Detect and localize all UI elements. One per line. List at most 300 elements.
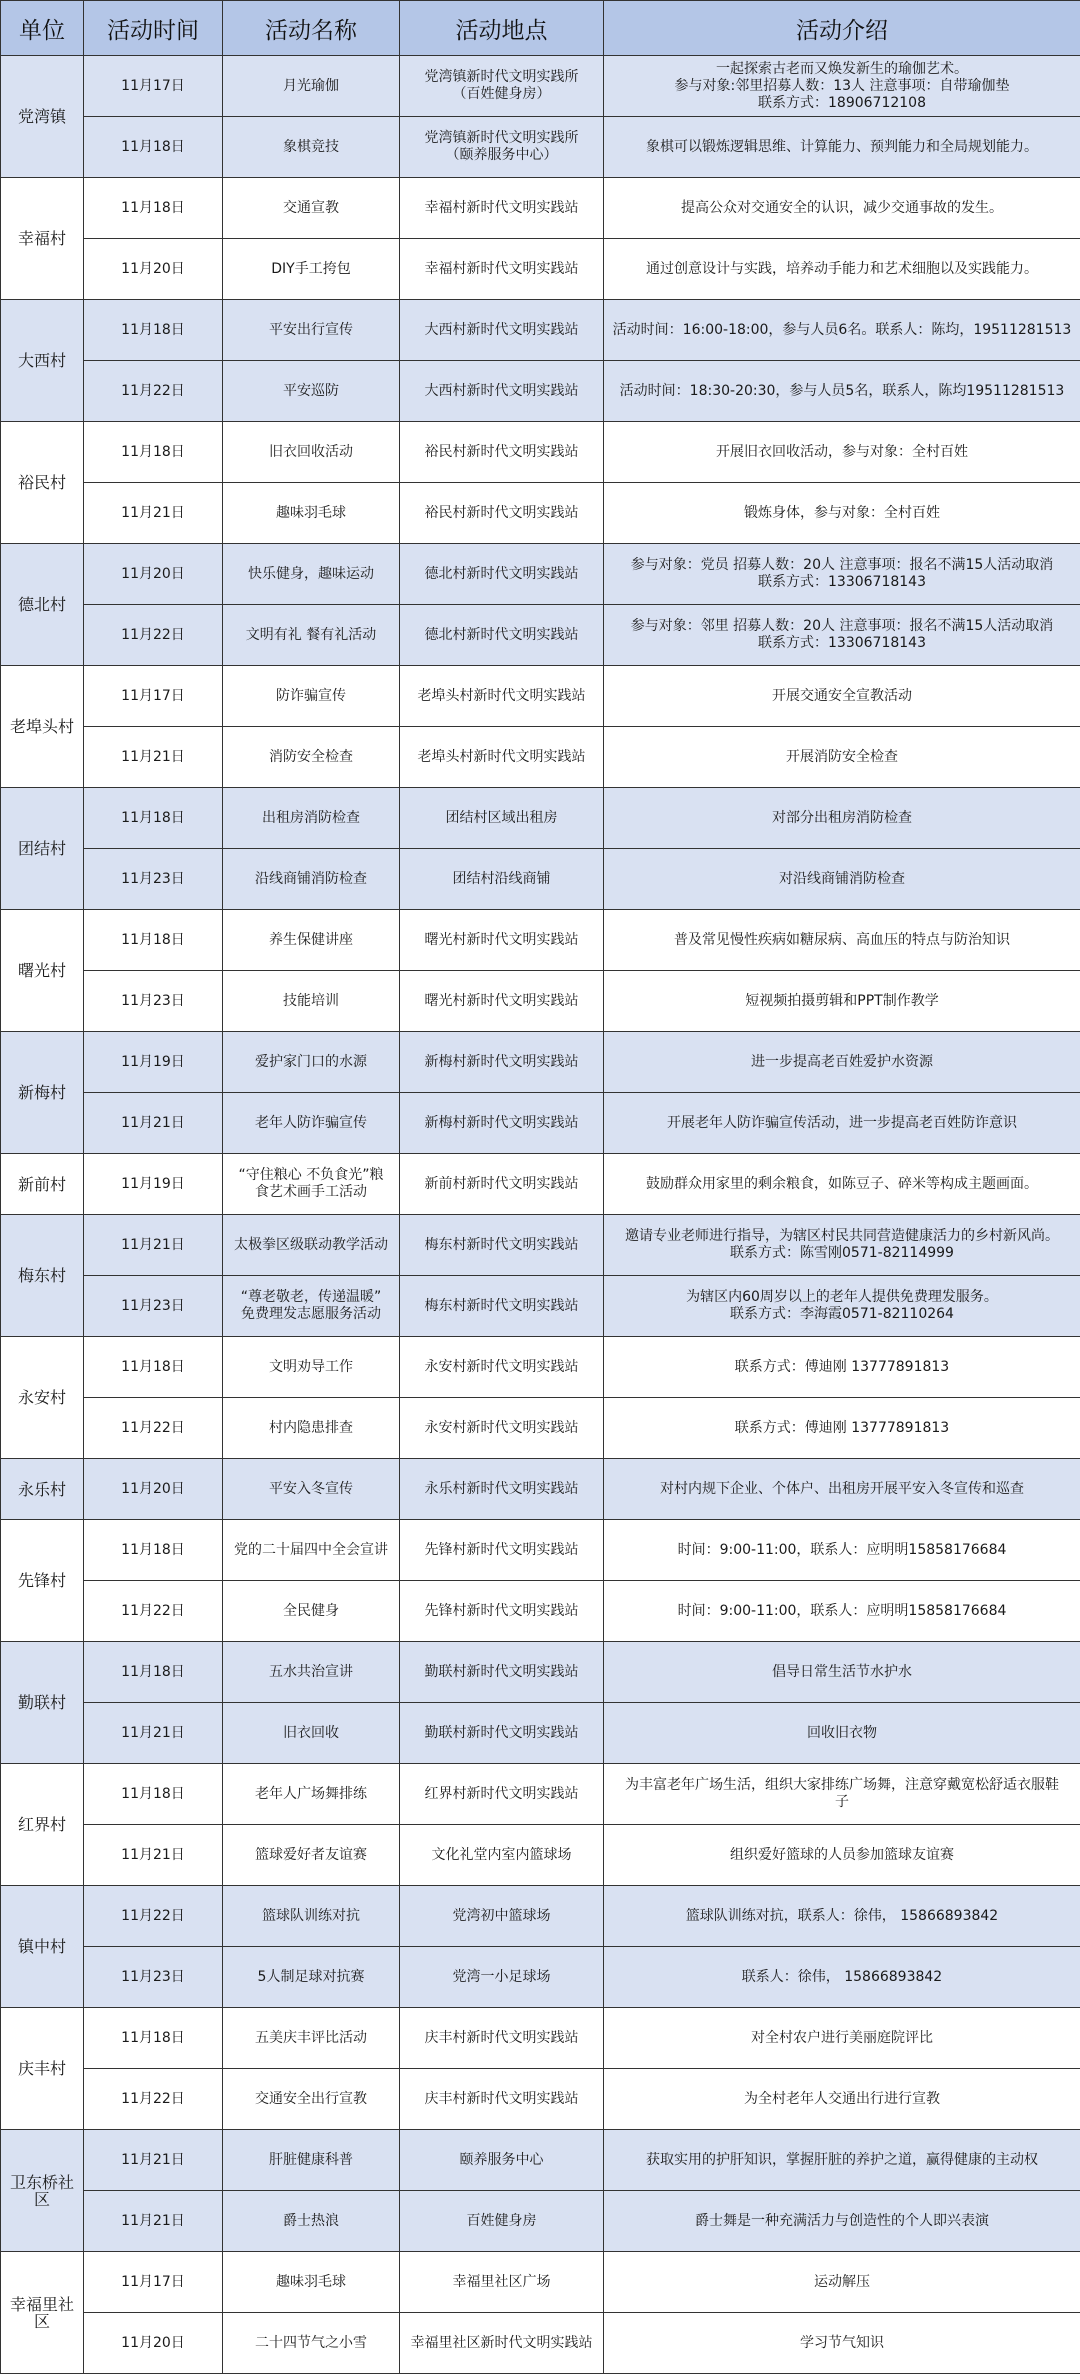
intro-cell bbox=[604, 2008, 1080, 2069]
intro-cell bbox=[604, 1398, 1080, 1459]
location-cell-line: 党湾镇新时代文明实践所 bbox=[424, 69, 579, 85]
location-cell-line: 文化礼堂内室内篮球场 bbox=[431, 1846, 572, 1863]
date-cell: 11月19日 bbox=[84, 1032, 223, 1093]
location-cell-line: 永乐村新时代文明实践站 bbox=[424, 1480, 579, 1497]
activity-cell bbox=[223, 56, 400, 117]
intro-cell-line: 参与对象：党员 招募人数：20人 注意事项：报名不满15人活动取消 bbox=[630, 557, 1054, 573]
date-cell: 11月18日 bbox=[84, 1764, 223, 1825]
activity-cell bbox=[223, 2130, 400, 2191]
date-cell: 11月21日 bbox=[84, 1825, 223, 1886]
location-cell-line: 德北村新时代文明实践站 bbox=[424, 565, 579, 582]
unit-cell: 党湾镇 bbox=[1, 56, 84, 178]
table-row bbox=[1, 1825, 1080, 1886]
intro-cell-line: 参与对象:邻里招募人数：13人 注意事项：自带瑜伽垫 bbox=[674, 77, 1010, 94]
activity-cell-line: 趣味羽毛球 bbox=[276, 2273, 346, 2290]
activity-cell-line: 平安巡防 bbox=[283, 382, 339, 399]
activity-cell-line: 爵士热浪 bbox=[283, 2212, 339, 2229]
intro-cell-line: 提高公众对交通安全的认识，减少交通事故的发生。 bbox=[681, 199, 1003, 216]
activity-cell bbox=[223, 1337, 400, 1398]
intro-cell-line: 联系方式：13306718143 bbox=[758, 635, 926, 651]
location-cell-line: 曙光村新时代文明实践站 bbox=[424, 992, 579, 1009]
intro-cell-line: 活动时间：16:00-18:00，参与人员6名。联系人：陈均，19511281513 bbox=[612, 321, 1072, 338]
date-cell: 11月22日 bbox=[84, 605, 223, 666]
location-cell-line: 团结村区域出租房 bbox=[445, 809, 558, 826]
intro-cell-line: 对全村农户进行美丽庭院评比 bbox=[751, 2029, 933, 2046]
table-row bbox=[1, 178, 1080, 239]
location-cell-line: 红界村新时代文明实践站 bbox=[424, 1785, 579, 1802]
location-cell bbox=[400, 1398, 604, 1459]
location-cell-line: 先锋村新时代文明实践站 bbox=[424, 1541, 579, 1558]
activity-cell-line: 交通宣教 bbox=[283, 199, 339, 216]
location-cell-line: 勤联村新时代文明实践站 bbox=[424, 1663, 579, 1680]
intro-cell bbox=[604, 2252, 1080, 2313]
table-row bbox=[1, 1764, 1080, 1825]
table-row bbox=[1, 849, 1080, 910]
activity-cell bbox=[223, 1642, 400, 1703]
intro-cell-line: 联系方式：傅迪刚 13777891813 bbox=[734, 1358, 950, 1375]
table-row bbox=[1, 1886, 1080, 1947]
intro-cell-line: 对沿线商铺消防检查 bbox=[779, 870, 905, 887]
table-row bbox=[1, 1520, 1080, 1581]
date-cell: 11月21日 bbox=[84, 2191, 223, 2252]
activity-cell bbox=[223, 1032, 400, 1093]
table-body bbox=[1, 56, 1080, 2374]
intro-cell-line: 运动解压 bbox=[814, 2273, 870, 2290]
location-cell bbox=[400, 971, 604, 1032]
date-cell: 11月22日 bbox=[84, 361, 223, 422]
table-row bbox=[1, 1398, 1080, 1459]
activity-cell-line: 免费理发志愿服务活动 bbox=[241, 1306, 381, 1322]
location-cell-line: 幸福里社区广场 bbox=[452, 2273, 551, 2290]
unit-cell: 永乐村 bbox=[1, 1459, 84, 1520]
unit-cell: 卫东桥社区 bbox=[1, 2130, 84, 2252]
intro-cell bbox=[604, 544, 1080, 605]
table-row bbox=[1, 1581, 1080, 1642]
location-cell bbox=[400, 1764, 604, 1825]
unit-cell: 镇中村 bbox=[1, 1886, 84, 2008]
unit-cell: 梅东村 bbox=[1, 1215, 84, 1337]
unit-cell: 团结村 bbox=[1, 788, 84, 910]
intro-cell-line: 象棋可以锻炼逻辑思维、计算能力、预判能力和全局规划能力。 bbox=[646, 138, 1038, 155]
intro-cell bbox=[604, 1215, 1080, 1276]
intro-cell-line: 时间：9:00-11:00，联系人：应明明15858176684 bbox=[677, 1602, 1007, 1619]
location-cell-line: （颐养服务中心） bbox=[445, 147, 558, 163]
date-cell: 11月18日 bbox=[84, 910, 223, 971]
location-cell bbox=[400, 1093, 604, 1154]
date-cell: 11月20日 bbox=[84, 2313, 223, 2374]
activity-cell bbox=[223, 971, 400, 1032]
table-row bbox=[1, 300, 1080, 361]
location-cell-line: 大西村新时代文明实践站 bbox=[424, 321, 579, 338]
location-cell-line: 梅东村新时代文明实践站 bbox=[424, 1236, 579, 1253]
intro-cell-line: 联系人：徐伟， 15866893842 bbox=[741, 1968, 943, 1985]
activity-cell-line: 爱护家门口的水源 bbox=[255, 1053, 367, 1070]
table-row bbox=[1, 2313, 1080, 2374]
activity-cell-line: 趣味羽毛球 bbox=[276, 504, 346, 521]
table-row bbox=[1, 1032, 1080, 1093]
activity-cell-line: 肝脏健康科普 bbox=[269, 2151, 353, 2168]
activity-cell-line: 月光瑜伽 bbox=[283, 77, 339, 94]
date-cell: 11月21日 bbox=[84, 2130, 223, 2191]
intro-cell bbox=[604, 1154, 1080, 1215]
table-row bbox=[1, 605, 1080, 666]
activity-cell-line: 篮球队训练对抗 bbox=[262, 1907, 360, 1924]
activity-cell-line: 沿线商铺消防检查 bbox=[255, 870, 367, 887]
location-cell-line: 庆丰村新时代文明实践站 bbox=[424, 2090, 579, 2107]
location-cell-line: 团结村沿线商铺 bbox=[452, 870, 551, 887]
location-cell-line: 百姓健身房 bbox=[466, 2212, 537, 2229]
location-cell bbox=[400, 1825, 604, 1886]
table-row bbox=[1, 2008, 1080, 2069]
intro-cell-line: 学习节气知识 bbox=[800, 2334, 884, 2351]
table-row bbox=[1, 1642, 1080, 1703]
activity-cell bbox=[223, 910, 400, 971]
intro-cell bbox=[604, 239, 1080, 300]
activity-cell-line: 食艺术画手工活动 bbox=[255, 1184, 367, 1200]
activity-cell-line: 平安出行宣传 bbox=[269, 321, 353, 338]
intro-cell bbox=[604, 910, 1080, 971]
unit-cell: 新梅村 bbox=[1, 1032, 84, 1154]
activity-cell bbox=[223, 361, 400, 422]
activity-cell-line: 养生保健讲座 bbox=[269, 931, 353, 948]
activity-cell-line: 老年人防诈骗宣传 bbox=[255, 1114, 367, 1131]
intro-cell-line: 回收旧衣物 bbox=[807, 1724, 877, 1741]
activity-cell bbox=[223, 2191, 400, 2252]
activity-cell bbox=[223, 483, 400, 544]
activity-cell bbox=[223, 117, 400, 178]
activity-cell-line: 太极拳区级联动教学活动 bbox=[234, 1236, 388, 1253]
location-cell bbox=[400, 666, 604, 727]
unit-cell: 先锋村 bbox=[1, 1520, 84, 1642]
intro-cell bbox=[604, 2191, 1080, 2252]
table-row bbox=[1, 1947, 1080, 2008]
location-cell bbox=[400, 361, 604, 422]
activity-cell bbox=[223, 1154, 400, 1215]
intro-cell bbox=[604, 849, 1080, 910]
header-activity: 活动名称 bbox=[223, 1, 400, 56]
location-cell-line: 梅东村新时代文明实践站 bbox=[424, 1297, 579, 1314]
location-cell bbox=[400, 1276, 604, 1337]
activity-cell bbox=[223, 544, 400, 605]
date-cell: 11月18日 bbox=[84, 117, 223, 178]
table-row bbox=[1, 117, 1080, 178]
intro-cell bbox=[604, 727, 1080, 788]
activity-cell-line: 象棋竞技 bbox=[283, 138, 339, 155]
intro-cell-line: 邀请专业老师进行指导，为辖区村民共同营造健康活力的乡村新风尚。 bbox=[625, 1228, 1059, 1244]
date-cell: 11月18日 bbox=[84, 1337, 223, 1398]
intro-cell-line: 为丰富老年广场生活，组织大家排练广场舞，注意穿戴宽松舒适衣服鞋 bbox=[625, 1777, 1059, 1793]
date-cell: 11月22日 bbox=[84, 2069, 223, 2130]
activity-cell-line: 防诈骗宣传 bbox=[276, 687, 346, 704]
intro-cell-line: 参与对象：邻里 招募人数：20人 注意事项：报名不满15人活动取消 bbox=[630, 618, 1054, 634]
table-row bbox=[1, 239, 1080, 300]
activity-cell-line: 五美庆丰评比活动 bbox=[255, 2029, 367, 2046]
intro-cell-line: 开展消防安全检查 bbox=[786, 748, 898, 765]
intro-cell bbox=[604, 483, 1080, 544]
activity-cell-line: 交通安全出行宣教 bbox=[255, 2090, 367, 2107]
date-cell: 11月22日 bbox=[84, 1581, 223, 1642]
date-cell: 11月21日 bbox=[84, 483, 223, 544]
intro-cell bbox=[604, 117, 1080, 178]
intro-cell bbox=[604, 666, 1080, 727]
date-cell: 11月18日 bbox=[84, 1520, 223, 1581]
location-cell bbox=[400, 239, 604, 300]
location-cell-line: 大西村新时代文明实践站 bbox=[424, 382, 579, 399]
date-cell: 11月17日 bbox=[84, 2252, 223, 2313]
activity-cell bbox=[223, 1276, 400, 1337]
table-row bbox=[1, 971, 1080, 1032]
activity-cell bbox=[223, 2069, 400, 2130]
activity-cell-line: 出租房消防检查 bbox=[262, 809, 360, 826]
table-row bbox=[1, 727, 1080, 788]
location-cell bbox=[400, 422, 604, 483]
location-cell-line: 幸福村新时代文明实践站 bbox=[424, 199, 579, 216]
date-cell: 11月23日 bbox=[84, 849, 223, 910]
location-cell-line: 曙光村新时代文明实践站 bbox=[424, 931, 579, 948]
location-cell bbox=[400, 1215, 604, 1276]
intro-cell-line: 获取实用的护肝知识，掌握肝脏的养护之道，赢得健康的主动权 bbox=[646, 2151, 1038, 2168]
intro-cell-line: 联系方式：陈雪刚0571-82114999 bbox=[730, 1245, 954, 1261]
table-row bbox=[1, 910, 1080, 971]
location-cell bbox=[400, 1947, 604, 2008]
intro-cell bbox=[604, 1703, 1080, 1764]
location-cell-line: 党湾初中篮球场 bbox=[452, 1907, 551, 1924]
activity-cell bbox=[223, 605, 400, 666]
unit-cell: 勤联村 bbox=[1, 1642, 84, 1764]
intro-cell-line: 为全村老年人交通出行进行宣教 bbox=[744, 2090, 940, 2107]
intro-cell-line: 组织爱好篮球的人员参加篮球友谊赛 bbox=[730, 1846, 954, 1863]
unit-cell: 老埠头村 bbox=[1, 666, 84, 788]
activity-cell bbox=[223, 1520, 400, 1581]
header-intro: 活动介绍 bbox=[604, 1, 1080, 56]
intro-cell bbox=[604, 605, 1080, 666]
activity-cell-line: 村内隐患排查 bbox=[269, 1419, 353, 1436]
date-cell: 11月20日 bbox=[84, 544, 223, 605]
table-row bbox=[1, 2130, 1080, 2191]
activity-cell bbox=[223, 1398, 400, 1459]
intro-cell-line: 开展交通安全宣教活动 bbox=[772, 687, 912, 704]
intro-cell bbox=[604, 1093, 1080, 1154]
intro-cell bbox=[604, 300, 1080, 361]
activity-cell bbox=[223, 239, 400, 300]
activity-cell-line: 五水共治宣讲 bbox=[269, 1663, 353, 1680]
activity-cell-line: 全民健身 bbox=[283, 1602, 339, 1619]
activity-cell bbox=[223, 1886, 400, 1947]
location-cell-line: 永安村新时代文明实践站 bbox=[424, 1419, 579, 1436]
location-cell-line: （百姓健身房） bbox=[452, 86, 551, 102]
intro-cell-line: 活动时间：18:30-20:30，参与人员5名，联系人，陈均19511281513 bbox=[619, 382, 1065, 399]
activity-cell-line: 二十四节气之小雪 bbox=[255, 2334, 367, 2351]
location-cell-line: 新梅村新时代文明实践站 bbox=[424, 1053, 579, 1070]
location-cell-line: 裕民村新时代文明实践站 bbox=[424, 504, 579, 521]
intro-cell bbox=[604, 1886, 1080, 1947]
intro-cell-line: 进一步提高老百姓爱护水资源 bbox=[751, 1053, 933, 1070]
table-row bbox=[1, 1093, 1080, 1154]
location-cell bbox=[400, 2069, 604, 2130]
intro-cell-line: 时间：9:00-11:00，联系人：应明明15858176684 bbox=[677, 1541, 1007, 1558]
date-cell: 11月21日 bbox=[84, 1215, 223, 1276]
location-cell bbox=[400, 1886, 604, 1947]
intro-cell-line: 联系方式：傅迪刚 13777891813 bbox=[734, 1419, 950, 1436]
intro-cell bbox=[604, 1825, 1080, 1886]
activity-cell-line: 党的二十届四中全会宣讲 bbox=[234, 1541, 388, 1558]
intro-cell bbox=[604, 788, 1080, 849]
header-location: 活动地点 bbox=[400, 1, 604, 56]
date-cell: 11月18日 bbox=[84, 1642, 223, 1703]
intro-cell bbox=[604, 1581, 1080, 1642]
activity-cell bbox=[223, 1947, 400, 2008]
date-cell: 11月18日 bbox=[84, 300, 223, 361]
table-row bbox=[1, 2191, 1080, 2252]
location-cell bbox=[400, 2008, 604, 2069]
table-row bbox=[1, 2252, 1080, 2313]
unit-cell: 红界村 bbox=[1, 1764, 84, 1886]
location-cell bbox=[400, 1459, 604, 1520]
header-unit: 单位 bbox=[1, 1, 84, 56]
location-cell bbox=[400, 2252, 604, 2313]
location-cell-line: 新梅村新时代文明实践站 bbox=[424, 1114, 579, 1131]
location-cell-line: 颐养服务中心 bbox=[459, 2151, 544, 2168]
location-cell-line: 先锋村新时代文明实践站 bbox=[424, 1602, 579, 1619]
intro-cell-line: 为辖区内60周岁以上的老年人提供免费理发服务。 bbox=[686, 1289, 998, 1305]
intro-cell bbox=[604, 1947, 1080, 2008]
location-cell bbox=[400, 2191, 604, 2252]
date-cell: 11月18日 bbox=[84, 788, 223, 849]
activity-cell bbox=[223, 300, 400, 361]
intro-cell-line: 锻炼身体，参与对象：全村百姓 bbox=[744, 504, 940, 521]
location-cell-line: 永安村新时代文明实践站 bbox=[424, 1358, 579, 1375]
unit-cell: 幸福村 bbox=[1, 178, 84, 300]
location-cell bbox=[400, 117, 604, 178]
location-cell bbox=[400, 483, 604, 544]
unit-cell: 曙光村 bbox=[1, 910, 84, 1032]
activity-cell-line: “守住粮心 不负食光”粮 bbox=[238, 1167, 384, 1183]
location-cell bbox=[400, 788, 604, 849]
intro-cell bbox=[604, 2130, 1080, 2191]
location-cell bbox=[400, 849, 604, 910]
activity-cell bbox=[223, 666, 400, 727]
activity-cell bbox=[223, 178, 400, 239]
activity-cell-line: 5人制足球对抗赛 bbox=[257, 1968, 365, 1985]
intro-cell bbox=[604, 361, 1080, 422]
activity-cell-line: DIY手工挎包 bbox=[271, 260, 351, 277]
intro-cell-line: 篮球队训练对抗，联系人：徐伟， 15866893842 bbox=[685, 1907, 999, 1924]
activity-cell-line: 旧衣回收 bbox=[283, 1724, 339, 1741]
header-date: 活动时间 bbox=[84, 1, 223, 56]
table-row bbox=[1, 1337, 1080, 1398]
date-cell: 11月20日 bbox=[84, 1459, 223, 1520]
location-cell-line: 勤联村新时代文明实践站 bbox=[424, 1724, 579, 1741]
activity-cell-line: 老年人广场舞排练 bbox=[255, 1785, 367, 1802]
date-cell: 11月22日 bbox=[84, 1398, 223, 1459]
table-row bbox=[1, 1276, 1080, 1337]
intro-cell bbox=[604, 422, 1080, 483]
location-cell-line: 党湾镇新时代文明实践所 bbox=[424, 130, 579, 146]
location-cell bbox=[400, 1032, 604, 1093]
intro-cell-line: 联系方式：李海霞0571-82110264 bbox=[730, 1306, 954, 1322]
location-cell-line: 老埠头村新时代文明实践站 bbox=[417, 687, 586, 704]
location-cell-line: 幸福村新时代文明实践站 bbox=[424, 260, 579, 277]
activity-cell bbox=[223, 727, 400, 788]
intro-cell bbox=[604, 1276, 1080, 1337]
table-row bbox=[1, 1703, 1080, 1764]
intro-cell-line: 短视频拍摄剪辑和PPT制作教学 bbox=[745, 992, 939, 1009]
activity-cell bbox=[223, 1093, 400, 1154]
intro-cell-line: 一起探索古老而又焕发新生的瑜伽艺术。 bbox=[716, 60, 968, 77]
intro-cell-line: 联系方式：13306718143 bbox=[758, 574, 926, 590]
intro-cell bbox=[604, 1520, 1080, 1581]
location-cell-line: 党湾一小足球场 bbox=[452, 1968, 551, 1985]
intro-cell-line: 鼓励群众用家里的剩余粮食，如陈豆子、碎米等构成主题画面。 bbox=[646, 1175, 1038, 1192]
unit-cell: 幸福里社区 bbox=[1, 2252, 84, 2374]
date-cell: 11月23日 bbox=[84, 1947, 223, 2008]
intro-cell-line: 通过创意设计与实践，培养动手能力和艺术细胞以及实践能力。 bbox=[646, 260, 1038, 277]
date-cell: 11月23日 bbox=[84, 971, 223, 1032]
unit-cell: 德北村 bbox=[1, 544, 84, 666]
location-cell-line: 新前村新时代文明实践站 bbox=[424, 1175, 579, 1192]
location-cell bbox=[400, 300, 604, 361]
intro-cell-line: 子 bbox=[835, 1794, 849, 1810]
intro-cell bbox=[604, 1337, 1080, 1398]
activity-cell bbox=[223, 1825, 400, 1886]
intro-cell-line: 对村内规下企业、个体户、出租房开展平安入冬宣传和巡查 bbox=[660, 1480, 1024, 1497]
activity-cell bbox=[223, 1215, 400, 1276]
location-cell bbox=[400, 727, 604, 788]
location-cell-line: 幸福里社区新时代文明实践站 bbox=[410, 2334, 593, 2351]
intro-cell bbox=[604, 1642, 1080, 1703]
date-cell: 11月18日 bbox=[84, 178, 223, 239]
activity-cell-line: “尊老敬老，传递温暖” bbox=[240, 1289, 382, 1305]
table-row bbox=[1, 2069, 1080, 2130]
date-cell: 11月21日 bbox=[84, 727, 223, 788]
date-cell: 11月23日 bbox=[84, 1276, 223, 1337]
date-cell: 11月18日 bbox=[84, 2008, 223, 2069]
intro-cell bbox=[604, 56, 1080, 117]
activity-cell bbox=[223, 2313, 400, 2374]
unit-cell: 裕民村 bbox=[1, 422, 84, 544]
location-cell-line: 德北村新时代文明实践站 bbox=[424, 626, 579, 643]
location-cell bbox=[400, 2130, 604, 2191]
intro-cell bbox=[604, 1032, 1080, 1093]
date-cell: 11月21日 bbox=[84, 1093, 223, 1154]
date-cell: 11月21日 bbox=[84, 1703, 223, 1764]
table-row bbox=[1, 483, 1080, 544]
intro-cell bbox=[604, 178, 1080, 239]
location-cell bbox=[400, 2313, 604, 2374]
table-row bbox=[1, 544, 1080, 605]
unit-cell: 新前村 bbox=[1, 1154, 84, 1215]
location-cell-line: 老埠头村新时代文明实践站 bbox=[417, 748, 586, 765]
location-cell-line: 裕民村新时代文明实践站 bbox=[424, 443, 579, 460]
table-row bbox=[1, 666, 1080, 727]
activity-cell-line: 技能培训 bbox=[283, 992, 339, 1009]
intro-cell bbox=[604, 971, 1080, 1032]
intro-cell-line: 联系方式：18906712108 bbox=[758, 94, 926, 111]
table-row bbox=[1, 422, 1080, 483]
intro-cell bbox=[604, 2313, 1080, 2374]
intro-cell-line: 爵士舞是一种充满活力与创造性的个人即兴表演 bbox=[695, 2212, 989, 2229]
location-cell bbox=[400, 1703, 604, 1764]
location-cell bbox=[400, 178, 604, 239]
date-cell: 11月18日 bbox=[84, 422, 223, 483]
table-row bbox=[1, 788, 1080, 849]
activity-cell-line: 消防安全检查 bbox=[269, 748, 353, 765]
location-cell bbox=[400, 1520, 604, 1581]
date-cell: 11月17日 bbox=[84, 56, 223, 117]
activity-cell bbox=[223, 1764, 400, 1825]
unit-cell: 庆丰村 bbox=[1, 2008, 84, 2130]
intro-cell-line: 对部分出租房消防检查 bbox=[772, 809, 912, 826]
